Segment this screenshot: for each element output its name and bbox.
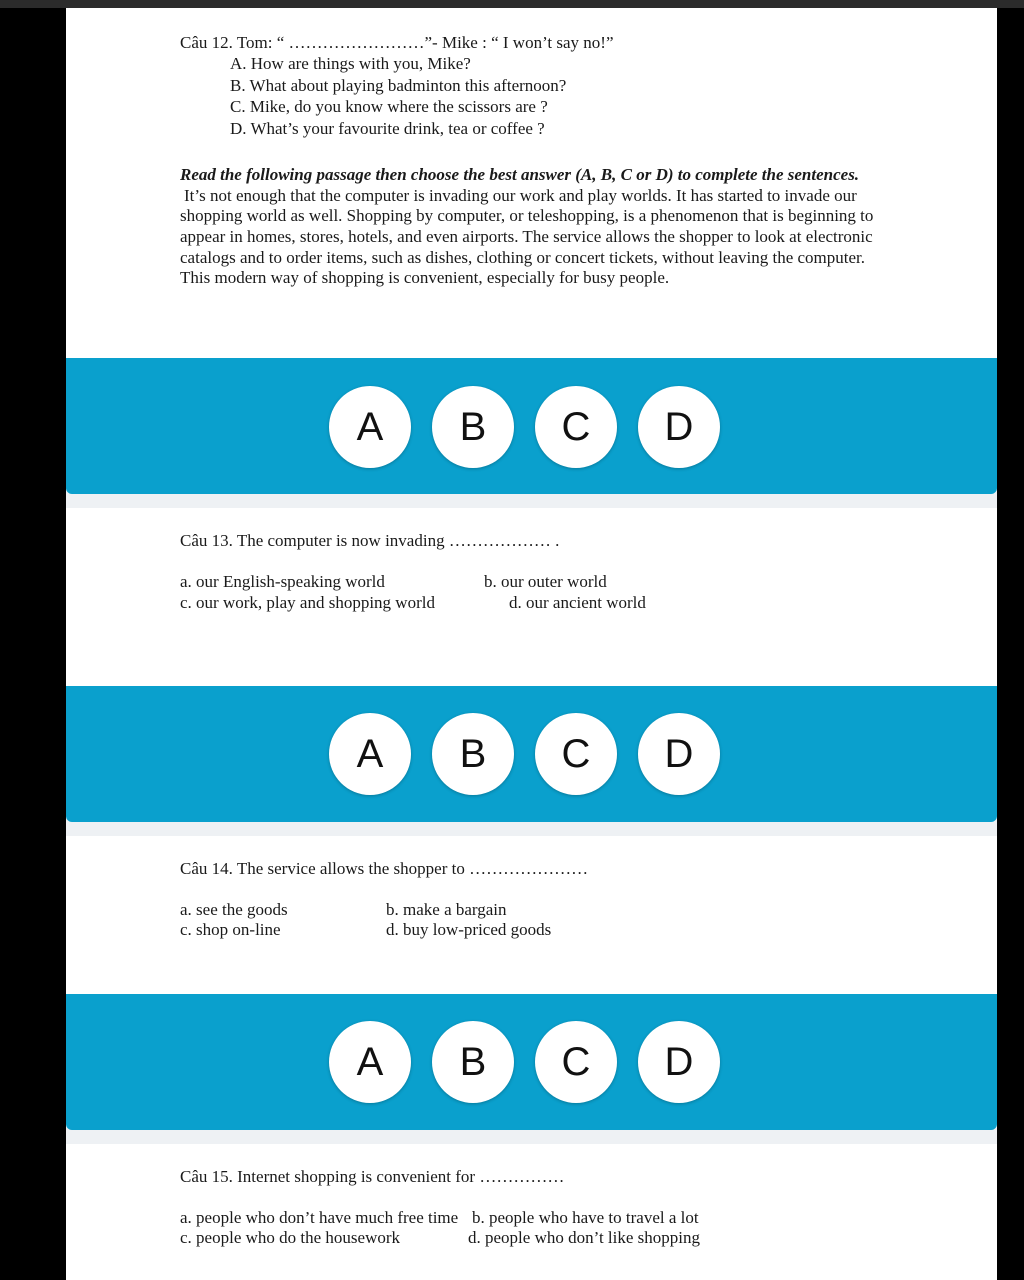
question-14-option-d: d. buy low-priced goods — [386, 920, 552, 939]
top-status-bar — [0, 0, 1024, 8]
question-12-option-a: A. How are things with you, Mike? — [230, 54, 471, 73]
question-15-option-c: c. people who do the housework — [180, 1228, 401, 1247]
question-15-option-d: d. people who don’t like shopping — [468, 1228, 700, 1247]
answer-button-b[interactable]: B — [432, 386, 514, 468]
question-card-14 — [66, 836, 997, 994]
question-14-option-b: b. make a bargain — [386, 900, 507, 919]
passage-line: This modern way of shopping is convenient, especially for busy people. — [180, 268, 670, 287]
answer-button-c[interactable]: C — [535, 1021, 617, 1103]
question-13-option-c: c. our work, play and shopping world — [180, 593, 435, 612]
question-12-option-d: D. What’s your favourite drink, tea or coffee ? — [230, 119, 545, 138]
passage-instruction: Read the following passage then choose the best answer (A, B, C or D) to complete the sentences. — [180, 165, 860, 184]
question-13-stem: Câu 13. The computer is now invading ……………… . — [180, 531, 560, 550]
question-12-option-b: B. What about playing badminton this afternoon? — [230, 76, 567, 95]
answer-button-a[interactable]: A — [329, 713, 411, 795]
answer-button-a[interactable]: A — [329, 1021, 411, 1103]
answer-button-d[interactable]: D — [638, 386, 720, 468]
question-13-option-a: a. our English-speaking world — [180, 572, 385, 591]
answer-button-a[interactable]: A — [329, 386, 411, 468]
passage-line: shopping world as well. Shopping by computer, or teleshopping, is a phenomenon that is beginning to — [180, 206, 874, 225]
answer-button-c[interactable]: C — [535, 713, 617, 795]
question-14-option-a: a. see the goods — [180, 900, 288, 919]
answer-button-b[interactable]: B — [432, 713, 514, 795]
question-12-stem: Câu 12. Tom: “ ……………………”- Mike : “ I won’t say no!” — [180, 33, 614, 52]
question-card-12 — [66, 8, 997, 358]
question-card-13 — [66, 508, 997, 686]
answer-button-c[interactable]: C — [535, 386, 617, 468]
question-14-option-c: c. shop on-line — [180, 920, 281, 939]
passage-line: catalogs and to order items, such as dishes, clothing or concert tickets, without leaving the computer. — [180, 248, 866, 267]
question-15-option-b: b. people who have to travel a lot — [472, 1208, 699, 1227]
question-12-option-c: C. Mike, do you know where the scissors are ? — [230, 97, 548, 116]
answer-bar-q13 — [66, 686, 997, 822]
question-13-option-b: b. our outer world — [484, 572, 607, 591]
question-15-option-a: a. people who don’t have much free time — [180, 1208, 459, 1227]
document-page — [66, 8, 997, 1280]
answer-bar-q12 — [66, 358, 997, 494]
answer-button-b[interactable]: B — [432, 1021, 514, 1103]
answer-button-d[interactable]: D — [638, 1021, 720, 1103]
question-14-stem: Câu 14. The service allows the shopper to ………………… — [180, 859, 589, 878]
question-card-15 — [66, 1144, 997, 1280]
answer-button-d[interactable]: D — [638, 713, 720, 795]
question-15-stem: Câu 15. Internet shopping is convenient for …………… — [180, 1167, 565, 1186]
passage-line: It’s not enough that the computer is invading our work and play worlds. It has started to invade our — [184, 186, 857, 205]
answer-bar-q14 — [66, 994, 997, 1130]
passage-line: appear in homes, stores, hotels, and even airports. The service allows the shopper to look at electronic — [180, 227, 873, 246]
question-13-option-d: d. our ancient world — [509, 593, 646, 612]
